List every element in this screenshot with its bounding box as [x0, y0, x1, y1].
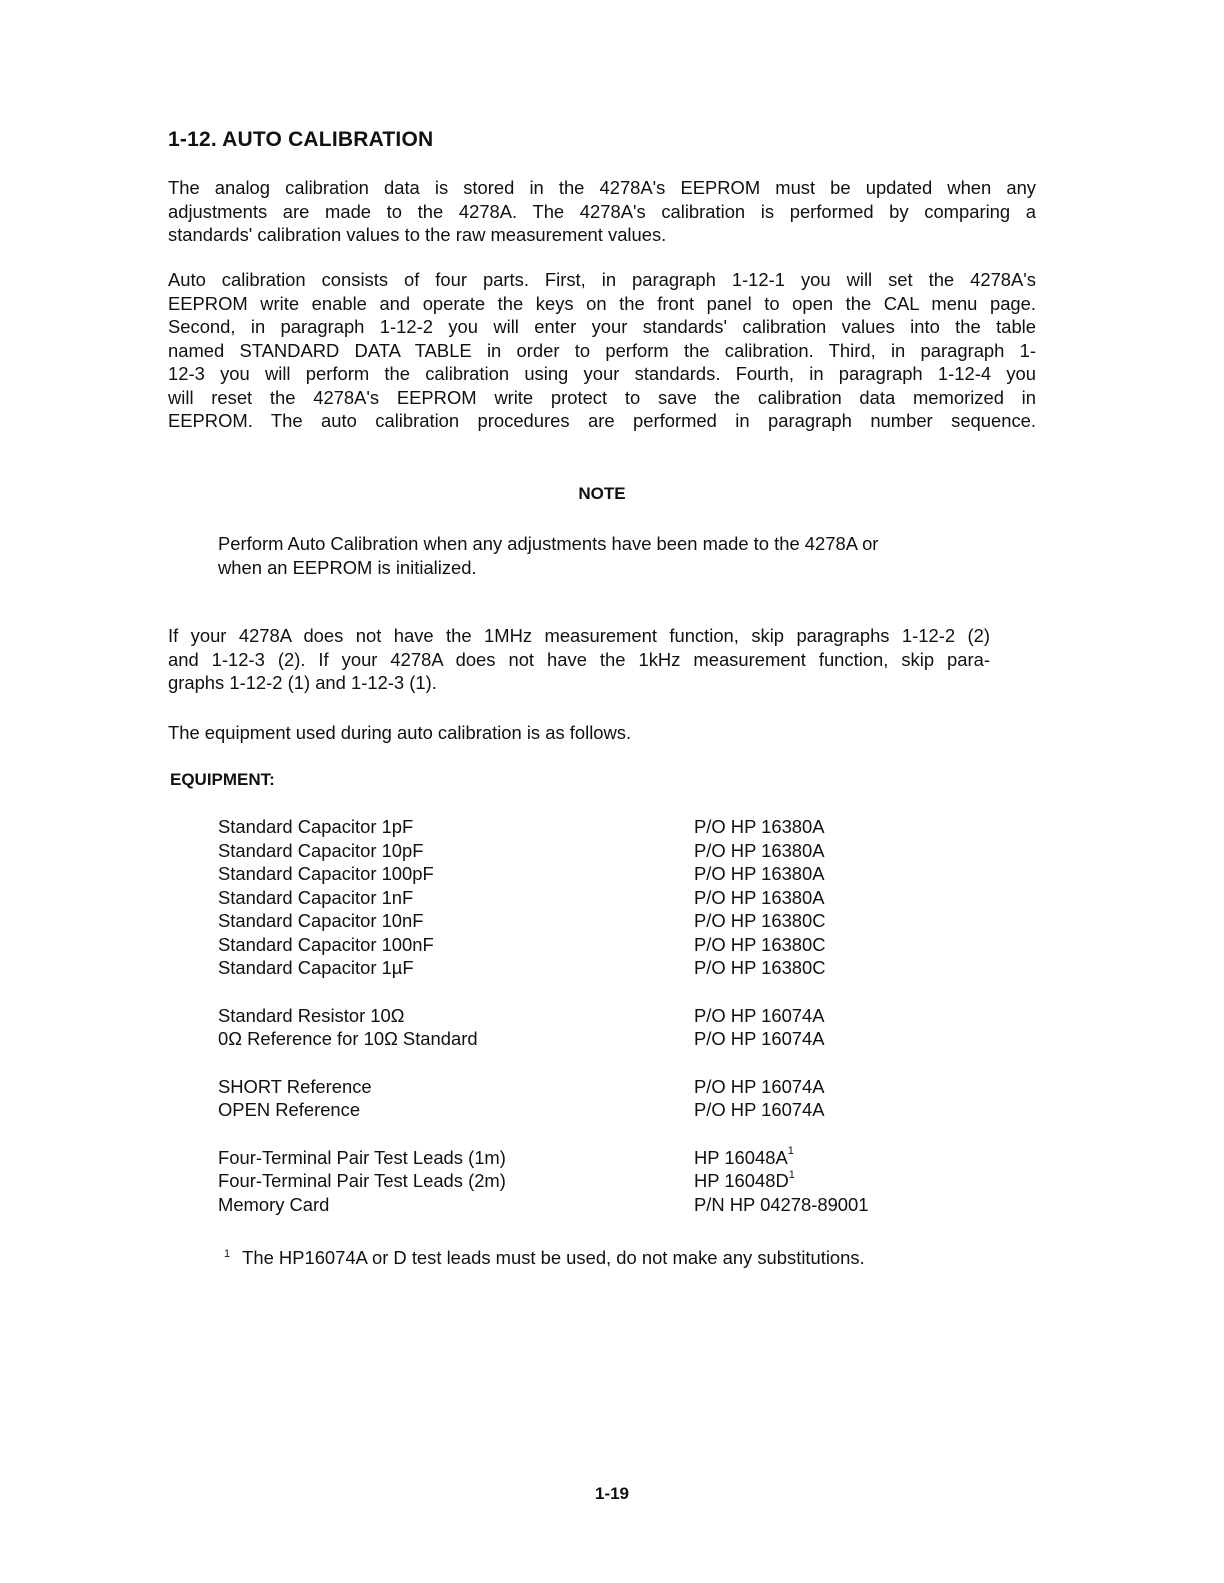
text-line: and 1-12-3 (2). If your 4278A does not have the 1kHz measurement function, skip para- — [168, 648, 990, 670]
equipment-part-number: P/N HP 04278-89001 — [694, 1193, 869, 1215]
equipment-name: Standard Capacitor 100nF — [218, 933, 434, 955]
equipment-part-number: P/O HP 16380A — [694, 839, 825, 861]
equipment-table — [218, 815, 978, 1216]
text-line: If your 4278A does not have the 1MHz measurement function, skip paragraphs 1-12-2 (2) — [168, 625, 990, 646]
equipment-name: Standard Capacitor 1µF — [218, 957, 414, 978]
section-title: 1-12. AUTO CALIBRATION — [168, 128, 434, 151]
equipment-name: Four-Terminal Pair Test Leads (2m) — [218, 1170, 506, 1191]
calibration-parts-paragraph — [168, 268, 1036, 433]
skip-paragraph — [168, 624, 990, 695]
footnote-mark: 1 — [224, 1248, 231, 1260]
intro-paragraph — [168, 176, 1036, 247]
equipment-part-number: P/O HP 16074A — [694, 1004, 825, 1026]
page-number: 1-19 — [594, 1484, 630, 1503]
table-row — [218, 1051, 978, 1099]
equipment-part-number: HP 16048A — [694, 1146, 788, 1168]
text-line: graphs 1-12-2 (1) and 1-12-3 (1). — [168, 672, 437, 693]
equipment-part-number: HP 16048D — [694, 1170, 789, 1191]
equipment-name: Memory Card — [218, 1193, 330, 1215]
equipment-part-number: P/O HP 16074A — [694, 1099, 825, 1120]
text-line: The analog calibration data is stored in the 4278A's EEPROM must be updated when any — [168, 177, 1036, 198]
equipment-name: 0Ω Reference for 10Ω Standard — [218, 1028, 478, 1049]
text-line: Second, in paragraph 1-12-2 you will enter your standards' calibration values into the table — [168, 316, 1036, 337]
note-body — [218, 532, 998, 580]
text-line: Perform Auto Calibration when any adjustments have been made to the 4278A or — [218, 533, 879, 554]
table-row — [218, 886, 978, 910]
table-row — [218, 839, 978, 863]
text-line: when an EEPROM is initialized. — [218, 557, 477, 578]
equipment-part-cell — [694, 1122, 978, 1170]
equipment-intro-paragraph: The equipment used during auto calibration is as follows. — [168, 722, 632, 743]
note-heading: NOTE — [578, 484, 626, 503]
equipment-part-number: P/O HP 16380C — [694, 957, 826, 978]
equipment-name: OPEN Reference — [218, 1099, 361, 1120]
equipment-name: Standard Resistor 10Ω — [218, 1004, 405, 1026]
equipment-name: Standard Capacitor 1nF — [218, 886, 414, 908]
equipment-part-number: P/O HP 16380C — [694, 933, 826, 955]
table-row — [218, 1193, 978, 1217]
equipment-name: Standard Capacitor 10nF — [218, 910, 424, 931]
table-row — [218, 1169, 978, 1193]
table-row — [218, 862, 978, 886]
text-line: named STANDARD DATA TABLE in order to perform the calibration. Third, in paragraph 1- — [168, 339, 1036, 361]
table-row — [218, 980, 978, 1028]
table-row — [218, 956, 978, 980]
equipment-part-cell — [694, 1169, 978, 1193]
table-row — [218, 815, 978, 839]
table-row — [218, 909, 978, 933]
equipment-name: Four-Terminal Pair Test Leads (1m) — [218, 1146, 506, 1168]
footnote — [224, 1242, 865, 1270]
footnote-text: The HP16074A or D test leads must be used, do not make any substitutions. — [242, 1247, 865, 1269]
footnote-reference: 1 — [788, 1168, 795, 1181]
text-line: EEPROM write enable and operate the keys on the front panel to open the CAL menu page. — [168, 292, 1036, 314]
text-line: will reset the 4278A's EEPROM write protect to save the calibration data memorized in — [168, 386, 1036, 408]
equipment-part-number: P/O HP 16380A — [694, 863, 825, 884]
equipment-part-number: P/O HP 16074A — [694, 1028, 825, 1049]
table-row — [218, 1098, 978, 1122]
text-line: standards' calibration values to the raw measurement values. — [168, 224, 667, 245]
equipment-part-number: P/O HP 16380C — [694, 910, 826, 931]
text-line: adjustments are made to the 4278A. The 4278A's calibration is performed by comparing a — [168, 200, 1036, 222]
equipment-part-number: P/O HP 16074A — [694, 1075, 825, 1097]
footnote-reference: 1 — [787, 1145, 794, 1158]
equipment-name: SHORT Reference — [218, 1075, 372, 1097]
table-row — [218, 1027, 978, 1051]
text-line: EEPROM. The auto calibration procedures are performed in paragraph number sequence. — [168, 410, 1036, 431]
equipment-heading: EQUIPMENT: — [170, 770, 275, 789]
text-line: Auto calibration consists of four parts. First, in paragraph 1-12-1 you will set the 4278A's — [168, 269, 1036, 290]
table-row — [218, 933, 978, 957]
equipment-name: Standard Capacitor 10pF — [218, 839, 424, 861]
text-line: 12-3 you will perform the calibration using your standards. Fourth, in paragraph 1-12-4 you — [168, 363, 1036, 384]
equipment-name: Standard Capacitor 100pF — [218, 863, 434, 884]
equipment-part-number: P/O HP 16380A — [694, 816, 825, 837]
equipment-name: Standard Capacitor 1pF — [218, 816, 414, 837]
equipment-part-number: P/O HP 16380A — [694, 886, 825, 908]
table-row — [218, 1122, 978, 1170]
